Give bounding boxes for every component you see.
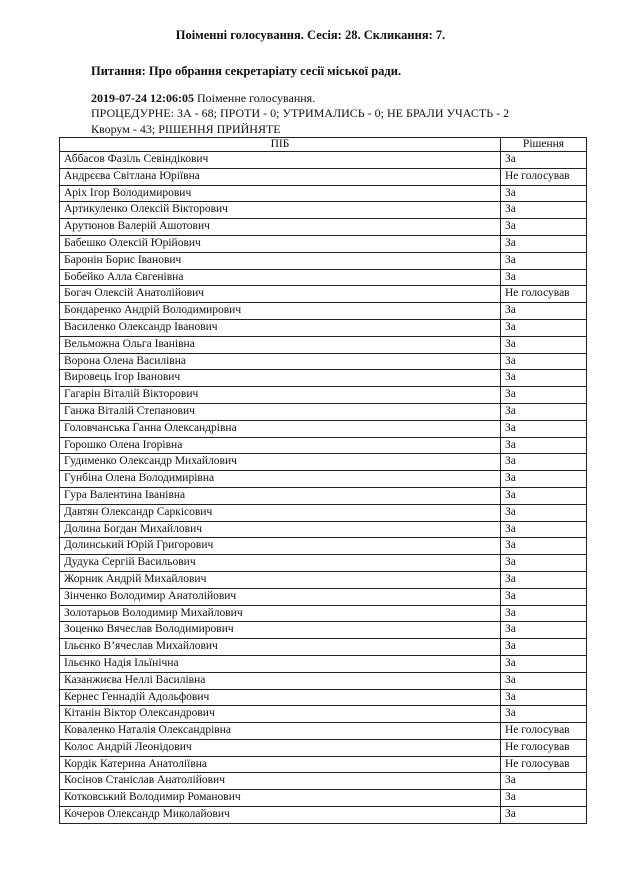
vote-decision: За bbox=[501, 353, 587, 370]
deputy-name: Ворона Олена Василівна bbox=[60, 353, 501, 370]
deputy-name: Кернес Геннадій Адольфович bbox=[60, 689, 501, 706]
deputy-name: Горошко Олена Ігорівна bbox=[60, 437, 501, 454]
vote-decision: За bbox=[501, 555, 587, 572]
table-row bbox=[60, 639, 587, 656]
table-row bbox=[60, 286, 587, 303]
deputy-name: Колос Андрій Леонідович bbox=[60, 739, 501, 756]
deputy-name: Дудука Сергій Васильович bbox=[60, 555, 501, 572]
vote-decision: За bbox=[501, 571, 587, 588]
column-header-decision: Рішення bbox=[501, 138, 587, 152]
column-header-name: ПІБ bbox=[60, 138, 501, 152]
table-row bbox=[60, 437, 587, 454]
vote-decision: За bbox=[501, 454, 587, 471]
table-row bbox=[60, 807, 587, 824]
deputy-name: Кордік Катерина Анатоліївна bbox=[60, 756, 501, 773]
table-row bbox=[60, 219, 587, 236]
deputy-name: Зоценко Вячеслав Володимирович bbox=[60, 622, 501, 639]
vote-decision: За bbox=[501, 471, 587, 488]
vote-decision: За bbox=[501, 387, 587, 404]
vote-decision: За bbox=[501, 773, 587, 790]
deputy-name: Кочеров Олександр Миколайович bbox=[60, 807, 501, 824]
table-row bbox=[60, 588, 587, 605]
table-row bbox=[60, 185, 587, 202]
vote-decision: За bbox=[501, 622, 587, 639]
table-row bbox=[60, 487, 587, 504]
table-row bbox=[60, 504, 587, 521]
deputy-name: Жорник Андрій Михайлович bbox=[60, 571, 501, 588]
table-row bbox=[60, 319, 587, 336]
vote-decision: За bbox=[501, 303, 587, 320]
deputy-name: Ганжа Віталій Степанович bbox=[60, 403, 501, 420]
vote-decision: Не голосував bbox=[501, 756, 587, 773]
vote-decision: За bbox=[501, 538, 587, 555]
table-row bbox=[60, 252, 587, 269]
table-row bbox=[60, 571, 587, 588]
deputy-name: Косінов Станіслав Анатолійович bbox=[60, 773, 501, 790]
vote-decision: За bbox=[501, 639, 587, 656]
vote-decision: За bbox=[501, 370, 587, 387]
table-row bbox=[60, 202, 587, 219]
table-row bbox=[60, 706, 587, 723]
vote-decision: Не голосував bbox=[501, 168, 587, 185]
deputy-name: Долинський Юрій Григорович bbox=[60, 538, 501, 555]
vote-decision: За bbox=[501, 403, 587, 420]
vote-decision: За bbox=[501, 437, 587, 454]
table-row bbox=[60, 739, 587, 756]
deputy-name: Бабешко Олексій Юрійович bbox=[60, 235, 501, 252]
agenda-question: Питання: Про обрання секретаріату сесії міської ради. bbox=[91, 64, 402, 78]
table-row bbox=[60, 235, 587, 252]
deputy-name: Артикуленко Олексій Вікторович bbox=[60, 202, 501, 219]
deputy-name: Золотарьов Володимир Михайлович bbox=[60, 605, 501, 622]
table-row bbox=[60, 605, 587, 622]
vote-decision: За bbox=[501, 790, 587, 807]
table-row bbox=[60, 672, 587, 689]
votes-table-body bbox=[60, 152, 587, 824]
deputy-name: Вельможна Ольга Іванівна bbox=[60, 336, 501, 353]
table-header-row bbox=[60, 138, 587, 152]
deputy-name: Зінченко Володимир Анатолійович bbox=[60, 588, 501, 605]
deputy-name: Ільєнко В’ячеслав Михайлович bbox=[60, 639, 501, 656]
table-row bbox=[60, 353, 587, 370]
vote-decision: За bbox=[501, 202, 587, 219]
deputy-name: Бондаренко Андрій Володимирович bbox=[60, 303, 501, 320]
table-row bbox=[60, 723, 587, 740]
deputy-name: Гура Валентина Іванівна bbox=[60, 487, 501, 504]
deputy-name: Кітанін Віктор Олександрович bbox=[60, 706, 501, 723]
vote-decision: Не голосував bbox=[501, 723, 587, 740]
vote-decision: За bbox=[501, 689, 587, 706]
vote-decision: За bbox=[501, 252, 587, 269]
table-row bbox=[60, 773, 587, 790]
deputy-name: Гагарін Віталій Вікторович bbox=[60, 387, 501, 404]
vote-decision: За bbox=[501, 706, 587, 723]
vote-datetime-line bbox=[91, 91, 315, 106]
table-row bbox=[60, 555, 587, 572]
vote-decision: За bbox=[501, 588, 587, 605]
table-row bbox=[60, 622, 587, 639]
vote-decision: За bbox=[501, 672, 587, 689]
table-row bbox=[60, 403, 587, 420]
table-row bbox=[60, 521, 587, 538]
vote-decision: За bbox=[501, 219, 587, 236]
deputy-name: Казанжиєва Неллі Василівна bbox=[60, 672, 501, 689]
deputy-name: Баронін Борис Іванович bbox=[60, 252, 501, 269]
table-row bbox=[60, 303, 587, 320]
vote-decision: Не голосував bbox=[501, 286, 587, 303]
deputy-name: Вировець Ігор Іванович bbox=[60, 370, 501, 387]
vote-decision: За bbox=[501, 605, 587, 622]
vote-decision: Не голосував bbox=[501, 739, 587, 756]
deputy-name: Котковський Володимир Романович bbox=[60, 790, 501, 807]
deputy-name: Гунбіна Олена Володимирівна bbox=[60, 471, 501, 488]
table-row bbox=[60, 387, 587, 404]
deputy-name: Василенко Олександр Іванович bbox=[60, 319, 501, 336]
table-row bbox=[60, 538, 587, 555]
table-row bbox=[60, 336, 587, 353]
vote-decision: За bbox=[501, 807, 587, 824]
deputy-name: Андрєєва Світлана Юріївна bbox=[60, 168, 501, 185]
vote-decision: За bbox=[501, 319, 587, 336]
deputy-name: Арутюнов Валерій Ашотович bbox=[60, 219, 501, 236]
deputy-name: Бобейко Алла Євгенівна bbox=[60, 269, 501, 286]
table-row bbox=[60, 655, 587, 672]
vote-decision: За bbox=[501, 420, 587, 437]
vote-decision: За bbox=[501, 269, 587, 286]
vote-decision: За bbox=[501, 655, 587, 672]
deputy-name: Ільєнко Надія Ільїнічна bbox=[60, 655, 501, 672]
table-row bbox=[60, 689, 587, 706]
deputy-name: Головчанська Ганна Олександрівна bbox=[60, 420, 501, 437]
vote-decision: За bbox=[501, 487, 587, 504]
vote-decision: За bbox=[501, 336, 587, 353]
vote-decision: За bbox=[501, 152, 587, 169]
deputy-name: Коваленко Наталія Олександрівна bbox=[60, 723, 501, 740]
vote-decision: За bbox=[501, 504, 587, 521]
vote-summary: ПРОЦЕДУРНЕ: ЗА - 68; ПРОТИ - 0; УТРИМАЛИСЬ - 0; НЕ БРАЛИ УЧАСТЬ - 2 bbox=[91, 106, 510, 120]
vote-decision: За bbox=[501, 235, 587, 252]
table-row bbox=[60, 756, 587, 773]
table-row bbox=[60, 454, 587, 471]
deputy-name: Аббасов Фазіль Севіндікович bbox=[60, 152, 501, 169]
vote-datetime: 2019-07-24 12:06:05 bbox=[91, 91, 194, 105]
document-title: Поіменні голосування. Сесія: 28. Скликання: 7. bbox=[175, 28, 446, 42]
table-row bbox=[60, 269, 587, 286]
table-row bbox=[60, 168, 587, 185]
deputy-name: Гудименко Олександр Михайлович bbox=[60, 454, 501, 471]
deputy-name: Давтян Олександр Саркісович bbox=[60, 504, 501, 521]
deputy-name: Богач Олексій Анатолійович bbox=[60, 286, 501, 303]
vote-decision: За bbox=[501, 521, 587, 538]
table-row bbox=[60, 471, 587, 488]
table-row bbox=[60, 790, 587, 807]
vote-decision: За bbox=[501, 185, 587, 202]
deputy-name: Аріх Ігор Володимирович bbox=[60, 185, 501, 202]
quorum-result: Кворум - 43; РІШЕННЯ ПРИЙНЯТЕ bbox=[91, 122, 281, 136]
table-row bbox=[60, 152, 587, 169]
votes-table bbox=[59, 137, 587, 824]
deputy-name: Долина Богдан Михайлович bbox=[60, 521, 501, 538]
table-row bbox=[60, 370, 587, 387]
table-row bbox=[60, 420, 587, 437]
vote-type: Поіменне голосування. bbox=[196, 91, 316, 105]
